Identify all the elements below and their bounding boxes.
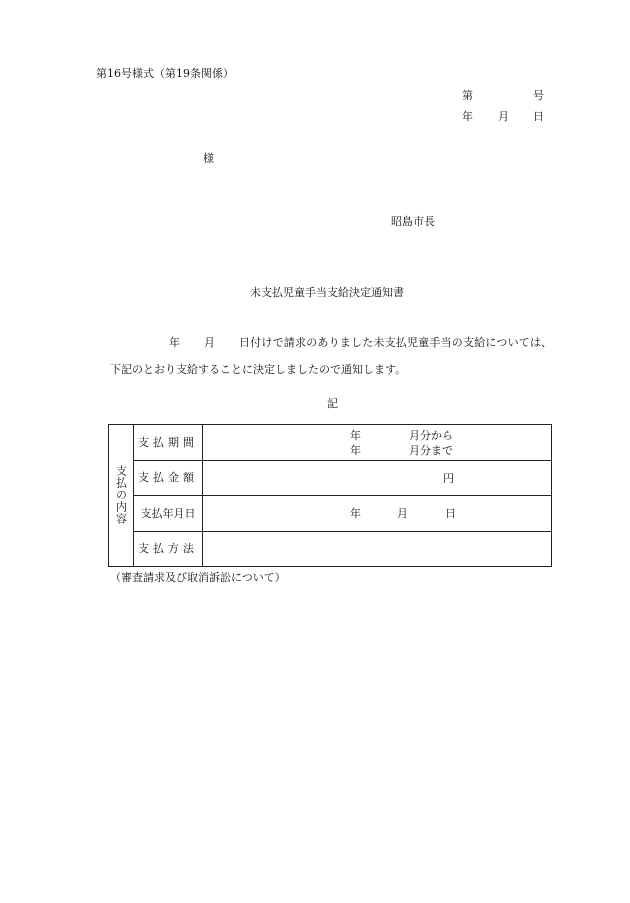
table-row-period bbox=[109, 425, 552, 461]
date-day: 日 bbox=[445, 507, 456, 520]
period-from-year: 年 bbox=[350, 429, 361, 442]
period-value-cell[interactable] bbox=[203, 425, 552, 461]
period-to-year: 年 bbox=[350, 444, 361, 457]
date-value-cell[interactable] bbox=[203, 496, 552, 532]
category-label: 支払の内容 bbox=[114, 464, 128, 525]
table-row-date bbox=[109, 496, 552, 532]
category-cell bbox=[109, 425, 134, 567]
form-number: 第16号様式（第19条関係） bbox=[96, 67, 234, 80]
table-row-method bbox=[109, 531, 552, 567]
amount-label-cell bbox=[134, 460, 203, 496]
method-label: 支払方法 bbox=[138, 542, 198, 556]
period-from-text: 月分から bbox=[409, 429, 453, 442]
body-month: 月 bbox=[204, 336, 215, 349]
addressee-honorific: 様 bbox=[203, 152, 214, 165]
table-row-amount bbox=[109, 460, 552, 496]
period-label: 支払期間 bbox=[138, 435, 198, 449]
document-title: 未支払児童手当支給決定通知書 bbox=[250, 286, 404, 299]
date-month: 月 bbox=[397, 507, 408, 520]
date-label: 支払年月日 bbox=[140, 506, 196, 520]
issuer-name: 昭島市長 bbox=[391, 215, 435, 228]
method-value-cell[interactable] bbox=[203, 531, 552, 567]
document-number-prefix: 第 bbox=[462, 89, 473, 102]
body-line2: 下記のとおり支給することに決定しましたので通知します。 bbox=[110, 363, 407, 376]
amount-unit: 円 bbox=[443, 471, 454, 485]
method-label-cell bbox=[134, 531, 203, 567]
footer-note: （審査請求及び取消訴訟について） bbox=[110, 571, 286, 584]
amount-label: 支払金額 bbox=[138, 471, 198, 485]
amount-value-cell[interactable] bbox=[203, 460, 552, 496]
date-year: 年 bbox=[350, 507, 361, 520]
body-year: 年 bbox=[169, 336, 180, 349]
header-date-year: 年 bbox=[462, 110, 473, 123]
header-date-day: 日 bbox=[533, 110, 544, 123]
body-line1: 日付けで請求のありました未支払児童手当の支給については、 bbox=[239, 336, 553, 349]
ki-heading: 記 bbox=[327, 397, 338, 410]
period-label-cell bbox=[134, 425, 203, 461]
payment-details-table bbox=[108, 424, 552, 567]
date-label-cell bbox=[134, 496, 203, 532]
header-date-month: 月 bbox=[498, 110, 509, 123]
period-to-text: 月分まで bbox=[409, 444, 453, 457]
document-number-suffix: 号 bbox=[533, 89, 544, 102]
